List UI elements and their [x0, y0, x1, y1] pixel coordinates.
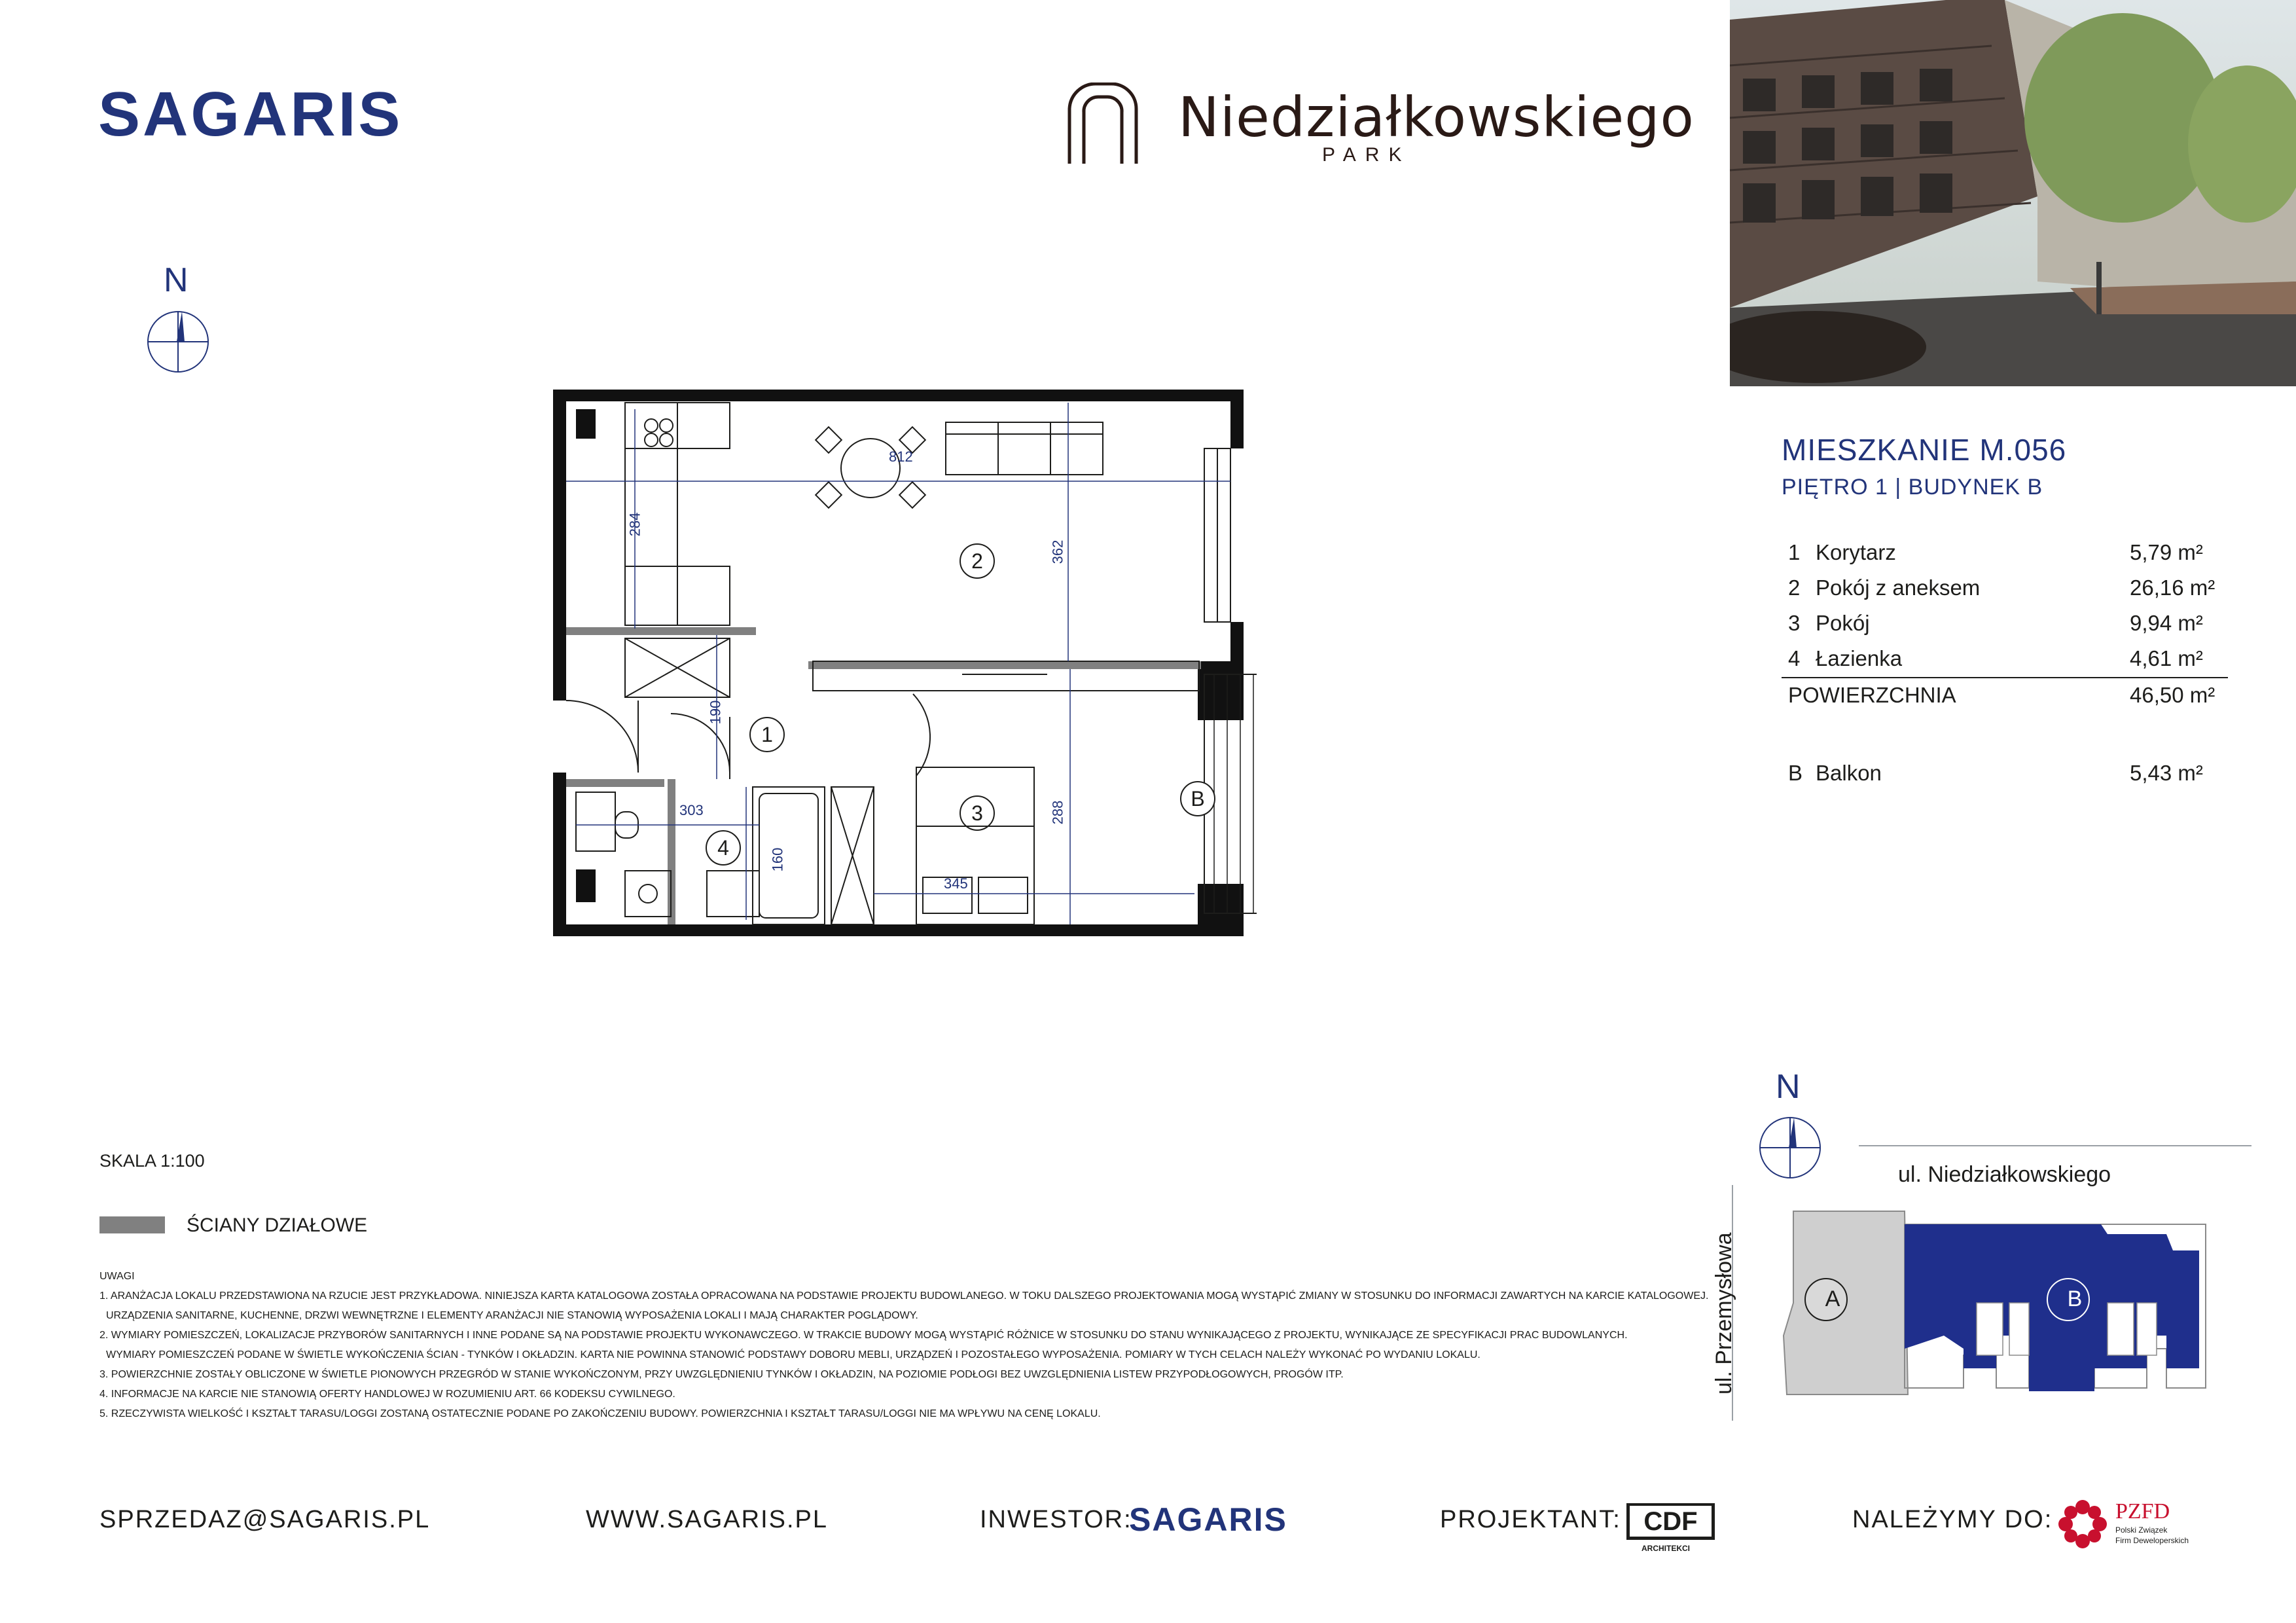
table-row	[1782, 571, 2228, 606]
balcony-row	[1788, 761, 2203, 786]
member-logo: PZFD	[2115, 1499, 2170, 1523]
room-marker: 1	[749, 717, 785, 752]
note-line: 3. POWIERZCHNIE ZOSTAŁY OBLICZONE W ŚWIETLE PIONOWYCH PRZEGRÓD W STANIE WYKOŃCZONYM, PRZY UWZGLĘDNIENIU TYNKÓW I OKŁADZIN, NA POZIOMIE PODŁOGI BEZ UWZGLĘDNIENIA LISTEW PRZYPODŁOGOWYCH, PROGÓW ITP.	[99, 1369, 1344, 1380]
room-name: Pokój z aneksem	[1816, 575, 1981, 600]
room-number: 1	[1788, 540, 1801, 564]
website-link[interactable]: WWW.SAGARIS.PL	[586, 1506, 829, 1533]
scale-label: SKALA 1:100	[99, 1151, 205, 1171]
room-number: 3	[1788, 611, 1801, 635]
notes	[99, 1267, 1709, 1424]
site-north-label: N	[1776, 1068, 1801, 1106]
project-subname: PARK	[1322, 144, 1411, 166]
note-line: WYMIARY POMIESZCZEŃ PODANE W ŚWIETLE WYKOŃCZENIA ŚCIAN - TYNKÓW I OKŁADZIN. KARTA NIE POWINNA STANOWIĆ PODSTAWY DOBORU MEBLI, URZĄDZEŃ I POZOSTAŁEGO WYPOSAŻENIA. POMIARY W TYCH CELACH NALEŻY WYKONAĆ PO WYDANIU LOKALU.	[106, 1349, 1480, 1360]
investor-logo: SAGARIS	[1129, 1501, 1287, 1538]
room-marker: 4	[706, 830, 741, 866]
dim-label: 284	[626, 512, 643, 537]
room-area: 9,94 m²	[2130, 611, 2203, 635]
designer-logo: CDF	[1626, 1503, 1715, 1540]
investor-label: INWESTOR:	[980, 1506, 1132, 1533]
total-row	[1782, 678, 2228, 714]
note-line: URZĄDZENIA SANITARNE, KUCHENNE, DRZWI WEWNĘTRZNE I ELEMENTY ARANŻACJI NIE STANOWIĄ WYPOSAŻENIA LOKALI I MAJĄ CHARAKTER POGLĄDOWY.	[106, 1310, 918, 1321]
building-rendering	[1730, 0, 2296, 386]
north-label: N	[164, 261, 188, 299]
room-number: 2	[1788, 575, 1801, 600]
room-area: 4,61 m²	[2130, 646, 2203, 670]
dim-label: 362	[1049, 539, 1066, 564]
total-area: 46,50 m²	[2130, 678, 2228, 714]
room-name: Korytarz	[1816, 540, 1896, 564]
balcony-number: B	[1788, 761, 1803, 785]
member-label: NALEŻYMY DO:	[1852, 1506, 2053, 1533]
member-sub: Firm Deweloperskich	[2115, 1536, 2189, 1545]
project-monogram-icon	[1067, 82, 1139, 164]
dim-label: 812	[889, 448, 913, 465]
designer-sub: ARCHITEKCI	[1641, 1544, 1690, 1553]
project-name: Niedziałkowskiego	[1178, 85, 1695, 149]
room-marker: 3	[960, 795, 995, 831]
table-row	[1782, 606, 2228, 642]
rooms-table	[1782, 536, 2228, 714]
balcony-name: Balkon	[1816, 761, 1882, 785]
total-label: POWIERZCHNIA	[1782, 678, 2130, 714]
room-name: Pokój	[1816, 611, 1870, 635]
room-marker: B	[1180, 781, 1215, 816]
dim-label: 288	[1049, 800, 1066, 825]
street-top-label: ul. Niedziałkowskiego	[1898, 1162, 2111, 1187]
street-side-label: ul. Przemysłowa	[1712, 1232, 1736, 1395]
compass-icon	[145, 309, 211, 374]
balcony-area: 5,43 m²	[2130, 761, 2203, 785]
site-compass-icon	[1757, 1115, 1823, 1180]
room-name: Łazienka	[1816, 646, 1903, 670]
pzfd-flower-icon	[2056, 1498, 2109, 1550]
dim-label: 303	[679, 802, 704, 818]
dim-label: 190	[707, 700, 724, 725]
designer-label: PROJEKTANT:	[1440, 1506, 1621, 1533]
sagaris-logo: SAGARIS	[98, 79, 403, 149]
table-row	[1782, 536, 2228, 571]
building-b-label: B	[2067, 1286, 2083, 1311]
street-line	[1859, 1144, 2251, 1147]
partition-legend: ŚCIANY DZIAŁOWE	[187, 1214, 368, 1236]
building-a-label: A	[1825, 1286, 1840, 1311]
project-logo	[1060, 79, 1695, 170]
room-area: 26,16 m²	[2130, 575, 2215, 600]
dim-label: 345	[944, 875, 968, 892]
note-line: 4. INFORMACJE NA KARCIE NIE STANOWIĄ OFERTY HANDLOWEJ W ROZUMIENIU ART. 66 KODEKSU CYWILNEGO.	[99, 1389, 675, 1400]
floor-plan	[550, 386, 1257, 949]
room-marker: 2	[960, 543, 995, 579]
room-area: 5,79 m²	[2130, 540, 2203, 564]
partition-swatch	[99, 1216, 165, 1233]
note-line: 1. ARANŻACJA LOKALU PRZEDSTAWIONA NA RZUCIE JEST PRZYKŁADOWA. NINIEJSZA KARTA KATALOGOWA ZOSTAŁA OPRACOWANA NA PODSTAWIE PROJEKTU BUDOWLANEGO. W TOKU DALSZEGO PROJEKTOWANIA MOGĄ WYSTĄPIĆ ZMIANY W STOSUNKU DO INFORMACJI ZAWARTYCH NA KARCIE KATALOGOWEJ.	[99, 1290, 1709, 1302]
table-row	[1782, 642, 2228, 678]
dim-label: 160	[769, 847, 786, 872]
site-plan	[1780, 1205, 2238, 1421]
apartment-title: MIESZKANIE M.056	[1782, 433, 2067, 467]
email-link[interactable]: SPRZEDAZ@SAGARIS.PL	[99, 1506, 431, 1533]
apartment-subtitle: PIĘTRO 1 | BUDYNEK B	[1782, 475, 2043, 500]
member-sub: Polski Związek	[2115, 1525, 2168, 1535]
note-line: 5. RZECZYWISTA WIELKOŚĆ I KSZTAŁT TARASU/LOGGI ZOSTANĄ OSTATECZNIE PODANE PO ZAKOŃCZENIU BUDOWY. POWIERZCHNIA I KSZTAŁT TARASU/LOGGI NIE MA WPŁYWU NA CENĘ LOKALU.	[99, 1408, 1101, 1419]
note-line: 2. WYMIARY POMIESZCZEŃ, LOKALIZACJE PRZYBORÓW SANITARNYCH I INNE PODANE SĄ NA PODSTAWIE PROJEKTU WYKONAWCZEGO. W TRAKCIE BUDOWY MOGĄ WYSTĄPIĆ RÓŻNICE W STOSUNKU DO STANU WYNIKAJĄCEGO Z PROJEKTU, WYNIKAJĄCE ZE SPECYFIKACJI PRAC BUDOWLANYCH.	[99, 1330, 1628, 1341]
notes-heading: UWAGI	[99, 1271, 135, 1282]
room-number: 4	[1788, 646, 1801, 670]
